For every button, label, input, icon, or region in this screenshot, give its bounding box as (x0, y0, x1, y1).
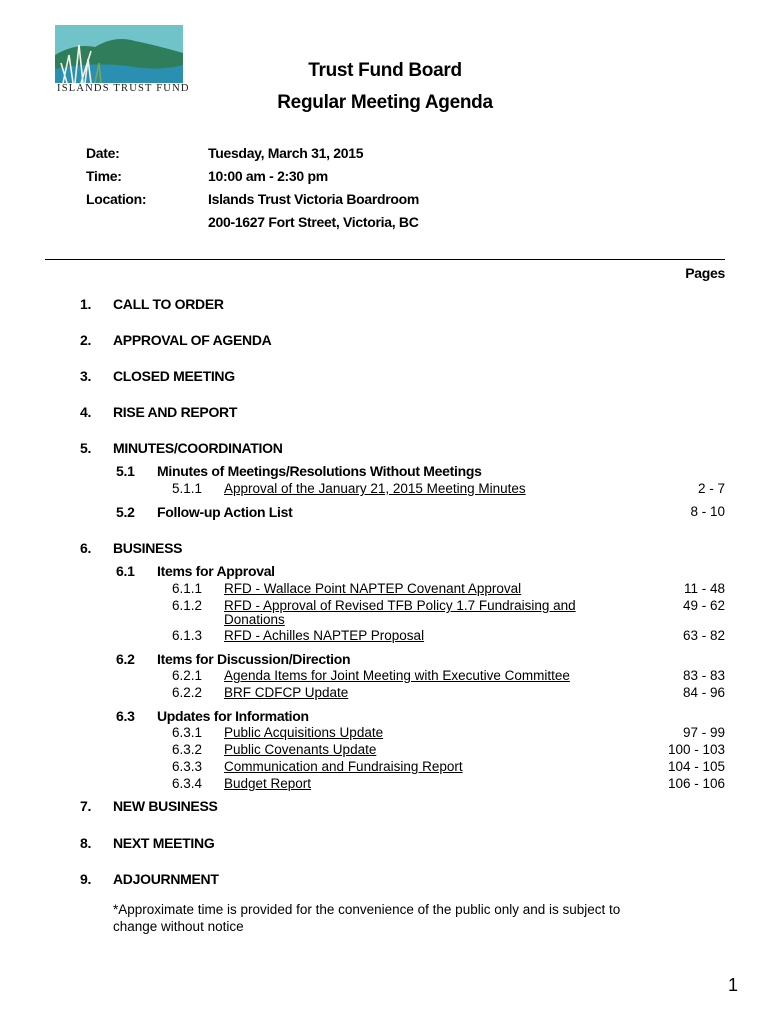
item-6-2-2-pages: 84 - 96 (682, 685, 725, 700)
item-6-3-2-link[interactable]: Public Covenants Update (224, 742, 377, 757)
section-7-number: 7. (80, 798, 92, 814)
subsection-6-1-title: Items for Approval (157, 563, 275, 579)
section-4-number: 4. (80, 404, 92, 420)
time-value: 10:00 am - 2:30 pm (208, 168, 328, 184)
item-6-1-1-pages: 11 - 48 (683, 581, 725, 596)
section-9-number: 9. (80, 871, 92, 887)
logo-caption: ISLANDS TRUST FUND (57, 83, 190, 94)
section-5-number: 5. (80, 440, 92, 456)
page-title: Trust Fund Board (308, 60, 462, 81)
item-5-1-1-number: 5.1.1 (172, 481, 203, 496)
subsection-5-1-number: 5.1 (116, 463, 135, 479)
section-1-number: 1. (80, 296, 92, 312)
section-9-title: ADJOURNMENT (113, 871, 219, 887)
subsection-5-1-title: Minutes of Meetings/Resolutions Without Meetings (157, 463, 482, 479)
time-label: Time: (86, 168, 122, 184)
item-6-3-1-pages: 97 - 99 (682, 725, 725, 740)
subsection-6-3-number: 6.3 (116, 708, 135, 724)
item-6-3-1-link[interactable]: Public Acquisitions Update (224, 725, 384, 740)
section-6-title: BUSINESS (113, 540, 183, 556)
subsection-6-3-title: Updates for Information (157, 708, 309, 724)
item-6-3-3-number: 6.3.3 (172, 759, 203, 774)
item-6-1-3-pages: 63 - 82 (682, 628, 725, 643)
date-label: Date: (86, 145, 120, 161)
page-number: 1 (727, 975, 738, 995)
section-8-title: NEXT MEETING (113, 835, 215, 851)
item-6-2-2-link[interactable]: BRF CDFCP Update (224, 685, 349, 700)
subsection-6-2-number: 6.2 (116, 651, 135, 667)
item-6-3-1-number: 6.3.1 (172, 725, 203, 740)
item-5-1-1-link[interactable]: Approval of the January 21, 2015 Meeting Minutes (224, 481, 526, 496)
section-3-number: 3. (80, 368, 92, 384)
item-6-1-3-number: 6.1.3 (172, 628, 203, 643)
section-4-title: RISE AND REPORT (113, 404, 238, 420)
pages-column-header: Pages (685, 265, 725, 281)
item-6-1-2-link-continued[interactable]: Donations (224, 612, 285, 627)
date-value: Tuesday, March 31, 2015 (208, 145, 364, 161)
item-6-3-2-number: 6.3.2 (172, 742, 203, 757)
page-subtitle: Regular Meeting Agenda (277, 92, 493, 113)
subsection-5-2-pages: 8 - 10 (690, 504, 725, 519)
header-divider (45, 259, 725, 260)
location-value: Islands Trust Victoria Boardroom (208, 191, 420, 207)
item-5-1-1-pages: 2 - 7 (697, 481, 725, 496)
item-6-3-4-number: 6.3.4 (172, 776, 203, 791)
section-3-title: CLOSED MEETING (113, 368, 235, 384)
location-label: Location: (86, 191, 147, 207)
item-6-1-2-link[interactable]: RFD - Approval of Revised TFB Policy 1.7 Fundraising and (224, 598, 576, 613)
item-6-3-4-link[interactable]: Budget Report (224, 776, 312, 791)
item-6-3-2-pages: 100 - 103 (667, 742, 725, 757)
subsection-6-2-title: Items for Discussion/Direction (157, 651, 351, 667)
item-6-3-3-link[interactable]: Communication and Fundraising Report (224, 759, 463, 774)
section-5-title: MINUTES/COORDINATION (113, 440, 283, 456)
item-6-2-1-link[interactable]: Agenda Items for Joint Meeting with Executive Committee (224, 668, 570, 683)
item-6-1-2-number: 6.1.2 (172, 598, 203, 613)
section-2-number: 2. (80, 332, 92, 348)
section-1-title: CALL TO ORDER (113, 296, 224, 312)
item-6-2-2-number: 6.2.2 (172, 685, 203, 700)
location-address: 200-1627 Fort Street, Victoria, BC (208, 214, 419, 230)
item-6-1-1-link[interactable]: RFD - Wallace Point NAPTEP Covenant Approval (224, 581, 522, 596)
item-6-1-2-pages: 49 - 62 (682, 598, 725, 613)
section-8-number: 8. (80, 835, 92, 851)
subsection-5-2-title: Follow-up Action List (157, 504, 293, 520)
item-6-1-3-link[interactable]: RFD - Achilles NAPTEP Proposal (224, 628, 425, 643)
item-6-2-1-pages: 83 - 83 (682, 668, 725, 683)
footnote: *Approximate time is provided for the convenience of the public only and is subject to change without notice (113, 902, 621, 934)
section-2-title: APPROVAL OF AGENDA (113, 332, 272, 348)
item-6-2-1-number: 6.2.1 (172, 668, 203, 683)
section-6-number: 6. (80, 540, 92, 556)
item-6-3-3-pages: 104 - 105 (667, 759, 725, 774)
item-6-3-4-pages: 106 - 106 (667, 776, 725, 791)
item-6-1-1-number: 6.1.1 (172, 581, 203, 596)
subsection-6-1-number: 6.1 (116, 563, 135, 579)
section-7-title: NEW BUSINESS (113, 798, 218, 814)
subsection-5-2-number: 5.2 (116, 504, 135, 520)
